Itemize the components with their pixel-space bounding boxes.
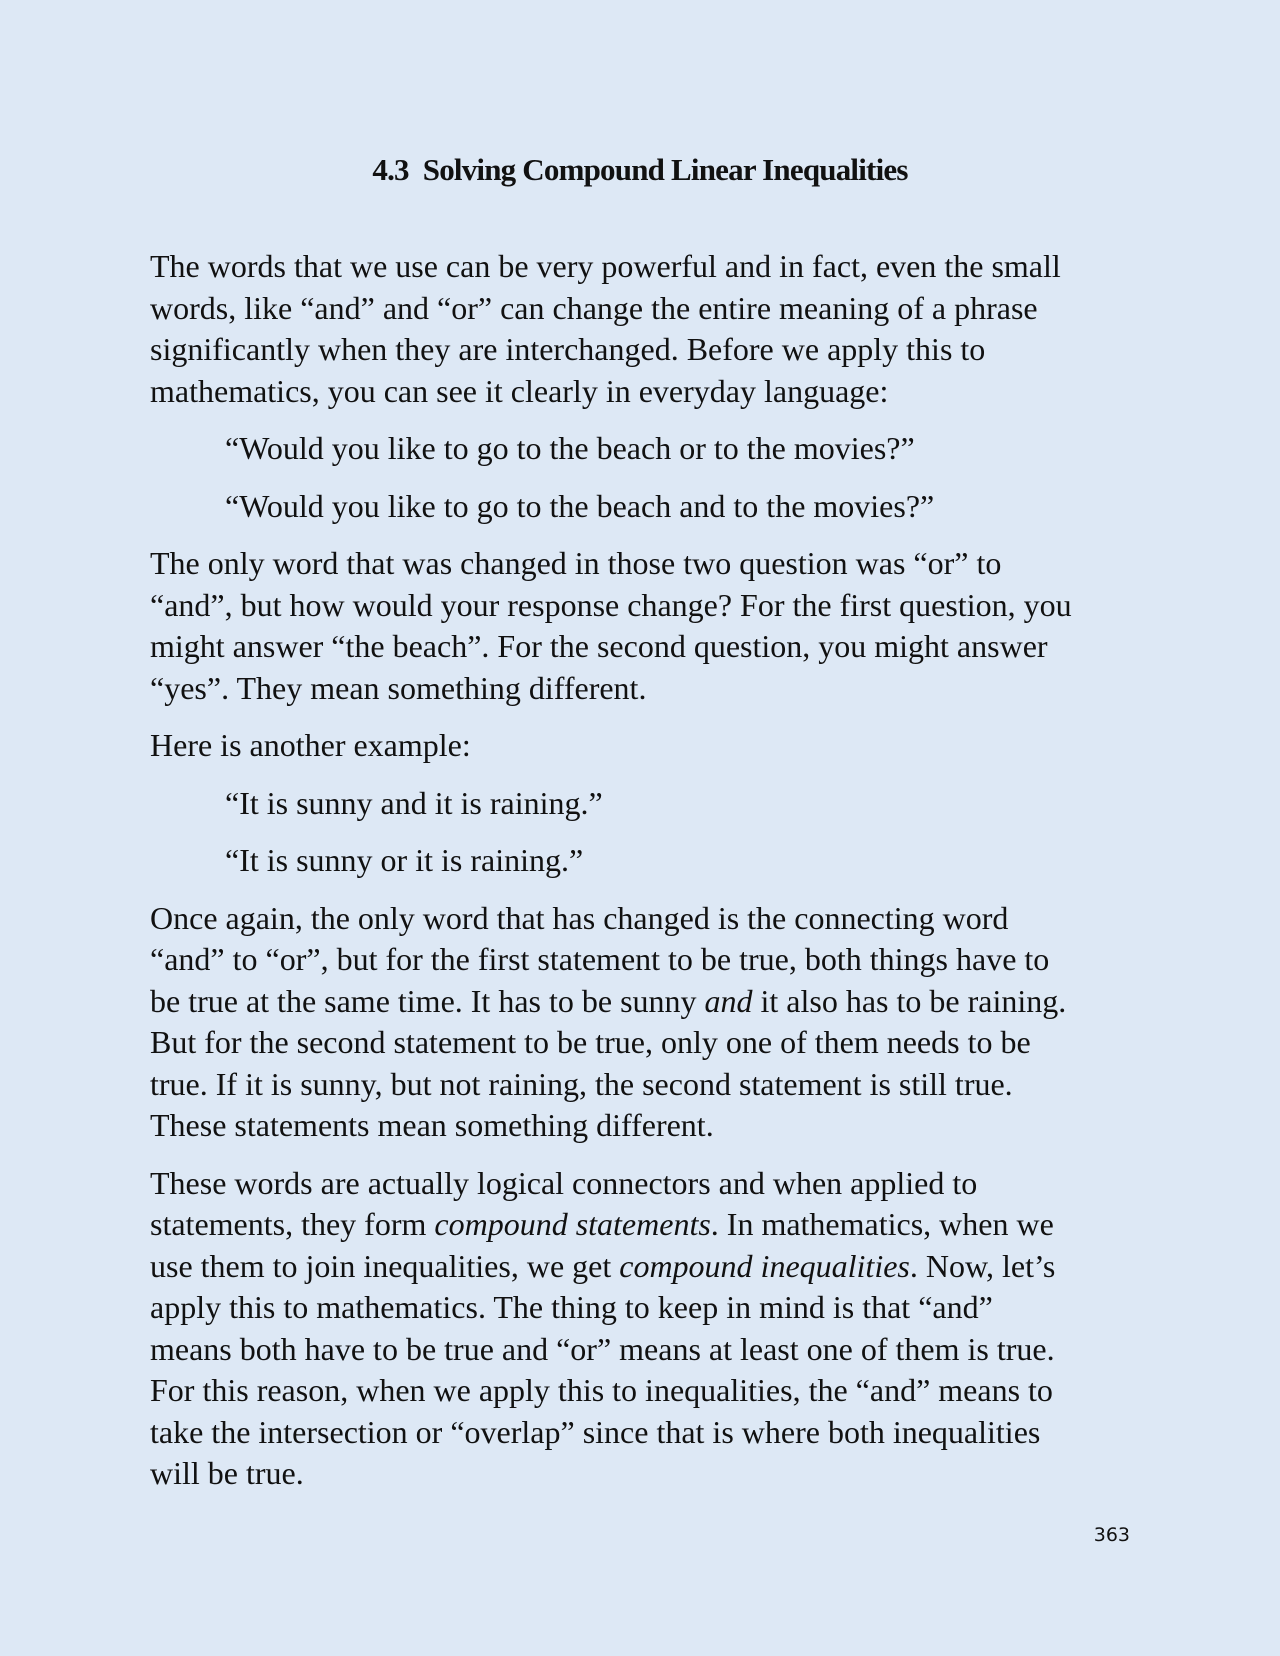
- quote-sunny-and-raining: [150, 783, 1130, 825]
- text-segment: use them to join inequalities, we get: [150, 1247, 620, 1284]
- text-line: Once again, the only word that has changed is the connecting word: [150, 899, 1009, 936]
- text-line: means both have to be true and “or” means at least one of them is true.: [150, 1330, 1055, 1367]
- text-line: The words that we use can be very powerful and in fact, even the small: [150, 248, 1061, 284]
- emphasis-text: compound statements: [434, 1206, 711, 1242]
- paragraph-response: [150, 543, 1130, 709]
- text-line: take the intersection or “overlap” since that is where both inequalities: [150, 1413, 1041, 1450]
- quote-beach-and-movies: [150, 486, 1130, 528]
- text-line: significantly when they are interchanged. Before we apply this to: [150, 331, 986, 367]
- paragraph-once-again: [150, 898, 1130, 1147]
- quote-text: “It is sunny or it is raining.”: [225, 842, 584, 878]
- quote-beach-or-movies: [150, 428, 1130, 470]
- quote-text: “It is sunny and it is raining.”: [225, 784, 603, 821]
- text-line: But for the second statement to be true, only one of them needs to be: [150, 1024, 1031, 1060]
- text-line: mathematics, you can see it clearly in everyday language:: [150, 372, 889, 409]
- text-line: “and” to “or”, but for the first statement to be true, both things have to: [150, 941, 1050, 977]
- quote-text: “Would you like to go to the beach and to the movies?”: [225, 487, 935, 524]
- text-line: Here is another example:: [150, 727, 471, 763]
- section-number: 4.3: [372, 152, 409, 187]
- text-line: These words are actually logical connectors and when applied to: [150, 1164, 978, 1201]
- body-text: [150, 246, 1130, 1511]
- text-segment: . In mathematics, when we: [710, 1206, 1054, 1242]
- text-line: [150, 981, 1130, 1023]
- emphasis-text: compound inequalities: [619, 1247, 910, 1284]
- text-line: words, like “and” and “or” can change the entire meaning of a phrase: [150, 289, 1038, 326]
- paragraph-another-example: [150, 725, 1130, 767]
- text-line: These statements mean something different.: [150, 1107, 714, 1143]
- text-line: might answer “the beach”. For the second question, you might answer: [150, 628, 1048, 664]
- text-line: “yes”. They mean something different.: [150, 669, 647, 706]
- page-number: 363: [1093, 1524, 1130, 1546]
- text-line: [150, 1246, 1130, 1288]
- text-segment: it also has to be raining.: [752, 982, 1067, 1019]
- text-line: true. If it is sunny, but not raining, the second statement is still true.: [150, 1065, 1013, 1102]
- section-title: [0, 150, 1280, 190]
- text-segment: be true at the same time. It has to be sunny: [150, 982, 705, 1019]
- section-title-text: Solving Compound Linear Inequalities: [422, 152, 908, 187]
- text-line: [150, 1204, 1130, 1246]
- text-line: For this reason, when we apply this to inequalities, the “and” means to: [150, 1372, 1053, 1408]
- text-line: “and”, but how would your response change? For the first question, you: [150, 586, 1072, 623]
- text-line: will be true.: [150, 1455, 304, 1491]
- emphasis-text: and: [704, 982, 753, 1019]
- text-line: apply this to mathematics. The thing to keep in mind is that “and”: [150, 1289, 993, 1325]
- text-segment: . Now, let’s: [909, 1247, 1056, 1284]
- text-segment: statements, they form: [150, 1206, 435, 1242]
- quote-sunny-or-raining: [150, 840, 1130, 882]
- quote-text: “Would you like to go to the beach or to the movies?”: [225, 430, 915, 466]
- paragraph-logical-connectors: [150, 1163, 1130, 1495]
- paragraph-intro: [150, 246, 1130, 412]
- text-line: The only word that was changed in those two question was “or” to: [150, 545, 1002, 581]
